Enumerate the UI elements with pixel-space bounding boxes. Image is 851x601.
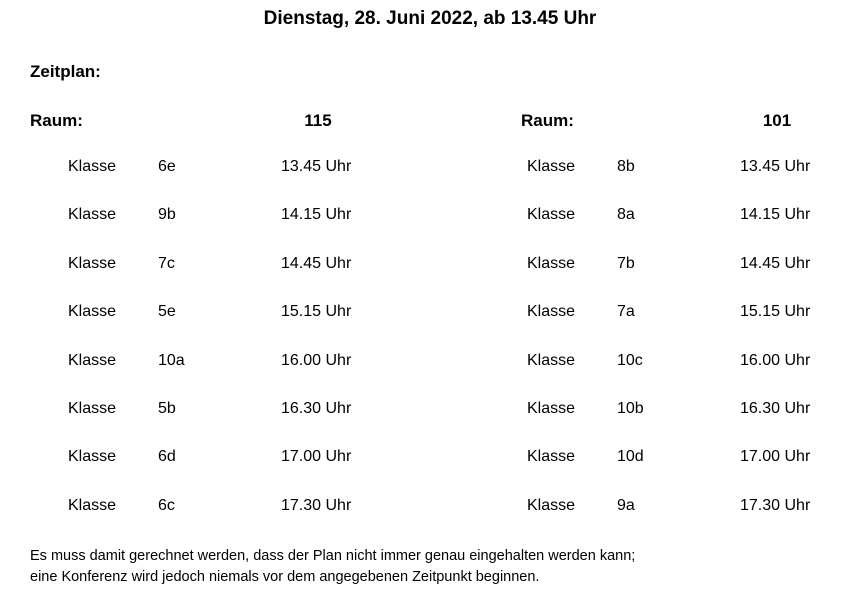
klasse-label: Klasse	[527, 158, 576, 175]
klasse-label: Klasse	[68, 497, 117, 514]
raum-number-115: 115	[304, 111, 332, 130]
time-slot: 14.45 Uhr	[281, 255, 352, 272]
klasse-name: 6d	[158, 448, 176, 465]
time-slot: 16.30 Uhr	[740, 400, 811, 417]
page-title: Dienstag, 28. Juni 2022, ab 13.45 Uhr	[263, 8, 597, 29]
time-slot: 17.00 Uhr	[740, 448, 811, 465]
time-slot: 16.30 Uhr	[281, 400, 352, 417]
time-slot: 14.15 Uhr	[740, 206, 811, 223]
klasse-name: 8b	[617, 158, 635, 175]
klasse-name: 9a	[617, 497, 635, 514]
klasse-name: 10a	[158, 352, 185, 369]
time-slot: 13.45 Uhr	[281, 158, 352, 175]
klasse-label: Klasse	[68, 206, 117, 223]
klasse-name: 7a	[617, 303, 635, 320]
klasse-label: Klasse	[68, 400, 117, 417]
time-slot: 17.00 Uhr	[281, 448, 352, 465]
klasse-name: 10b	[617, 400, 644, 417]
note-line: Es muss damit gerechnet werden, dass der Plan nicht immer genau eingehalten werden kann;	[30, 548, 636, 564]
klasse-label: Klasse	[527, 255, 576, 272]
klasse-name: 8a	[617, 206, 635, 223]
klasse-name: 6c	[158, 497, 175, 514]
klasse-label: Klasse	[527, 303, 576, 320]
time-slot: 16.00 Uhr	[281, 352, 352, 369]
schedule-row	[0, 497, 851, 519]
time-slot: 16.00 Uhr	[740, 352, 811, 369]
time-slot: 15.15 Uhr	[740, 303, 811, 320]
klasse-label: Klasse	[68, 448, 117, 465]
note-line: eine Konferenz wird jedoch niemals vor dem angegebenen Zeitpunkt beginnen.	[30, 569, 540, 585]
klasse-name: 5e	[158, 303, 176, 320]
klasse-label: Klasse	[527, 497, 576, 514]
time-slot: 17.30 Uhr	[281, 497, 352, 514]
raum-label-101: Raum:	[521, 111, 574, 130]
klasse-label: Klasse	[527, 206, 576, 223]
klasse-name: 9b	[158, 206, 176, 223]
klasse-name: 7c	[158, 255, 175, 272]
time-slot: 14.15 Uhr	[281, 206, 352, 223]
time-slot: 14.45 Uhr	[740, 255, 811, 272]
klasse-label: Klasse	[68, 255, 117, 272]
klasse-label: Klasse	[527, 352, 576, 369]
schedule-row	[0, 352, 851, 374]
time-slot: 15.15 Uhr	[281, 303, 352, 320]
klasse-name: 10d	[617, 448, 644, 465]
zeitplan-heading: Zeitplan:	[30, 62, 101, 81]
klasse-name: 7b	[617, 255, 635, 272]
schedule-row	[0, 158, 851, 180]
klasse-label: Klasse	[527, 400, 576, 417]
schedule-row	[0, 448, 851, 470]
klasse-label: Klasse	[68, 303, 117, 320]
schedule-row	[0, 303, 851, 325]
klasse-label: Klasse	[68, 158, 117, 175]
klasse-label: Klasse	[527, 448, 576, 465]
klasse-label: Klasse	[68, 352, 117, 369]
schedule-row	[0, 400, 851, 422]
raum-label-115: Raum:	[30, 111, 83, 130]
klasse-name: 6e	[158, 158, 176, 175]
schedule-note	[30, 546, 635, 588]
time-slot: 13.45 Uhr	[740, 158, 811, 175]
klasse-name: 10c	[617, 352, 643, 369]
raum-number-101: 101	[762, 111, 792, 130]
klasse-name: 5b	[158, 400, 176, 417]
time-slot: 17.30 Uhr	[740, 497, 811, 514]
schedule-row	[0, 206, 851, 228]
schedule-row	[0, 255, 851, 277]
